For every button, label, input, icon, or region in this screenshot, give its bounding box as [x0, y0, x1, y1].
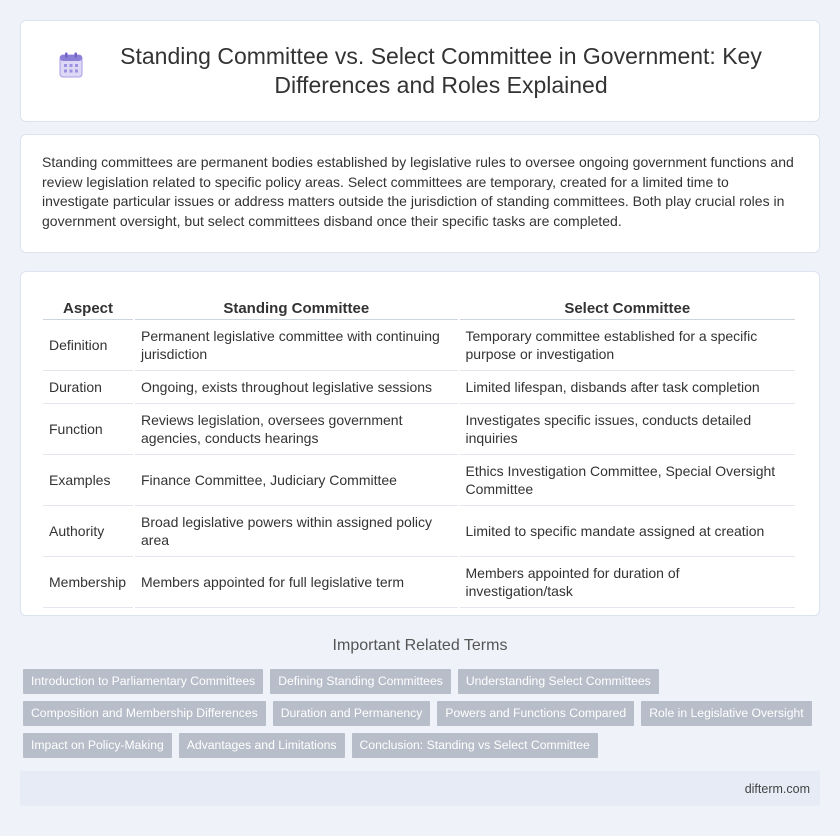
select-cell: Temporary committee established for a specific purpose or investigation: [460, 320, 796, 371]
standing-cell: Members appointed for full legislative term: [135, 557, 458, 608]
related-term-tag[interactable]: Conclusion: Standing vs Select Committee: [352, 733, 598, 758]
select-cell: Investigates specific issues, conducts detailed inquiries: [460, 404, 796, 455]
related-term-tag[interactable]: Powers and Functions Compared: [437, 701, 634, 726]
standing-cell: Broad legislative powers within assigned policy area: [135, 506, 458, 557]
select-cell: Limited lifespan, disbands after task completion: [460, 371, 796, 404]
related-terms-title: Important Related Terms: [332, 637, 508, 654]
row-aspect: Authority: [43, 506, 133, 557]
select-cell: Limited to specific mandate assigned at creation: [460, 506, 796, 557]
row-aspect: Definition: [43, 320, 133, 371]
column-header-standing: Standing Committee: [135, 294, 458, 320]
calendar-icon: [59, 52, 83, 78]
intro-paragraph: Standing committees are permanent bodies established by legislative rules to oversee ongoing government functions and review legislation related to specific policy areas. Select committees are temporary, created for a limited time to investigate particular issues or address matters outside the jurisdiction of standing committees. Both play crucial roles in government oversight, but select committees disband once their specific tasks are completed.: [42, 154, 794, 229]
standing-cell: Reviews legislation, oversees government agencies, conducts hearings: [135, 404, 458, 455]
select-cell: Members appointed for duration of investigation/task: [460, 557, 796, 608]
footer-bar: [20, 771, 820, 806]
title-card: [20, 20, 820, 122]
table-row: [43, 404, 795, 455]
standing-cell: Permanent legislative committee with continuing jurisdiction: [135, 320, 458, 371]
table-row: [43, 371, 795, 404]
row-aspect: Examples: [43, 455, 133, 506]
select-cell: Ethics Investigation Committee, Special Oversight Committee: [460, 455, 796, 506]
standing-cell: Finance Committee, Judiciary Committee: [135, 455, 458, 506]
related-term-tag[interactable]: Role in Legislative Oversight: [641, 701, 811, 726]
standing-cell: Ongoing, exists throughout legislative sessions: [135, 371, 458, 404]
column-header-select: Select Committee: [460, 294, 796, 320]
comparison-card: [20, 271, 820, 616]
intro-card: [20, 134, 820, 253]
related-term-tag[interactable]: Duration and Permanency: [273, 701, 431, 726]
related-term-tag[interactable]: Impact on Policy-Making: [23, 733, 172, 758]
table-row: [43, 506, 795, 557]
related-term-tag[interactable]: Introduction to Parliamentary Committees: [23, 669, 263, 694]
table-header-row: [43, 294, 795, 320]
table-row: [43, 320, 795, 371]
page-title: Standing Committee vs. Select Committee in Government: Key Differences and Roles Explained: [120, 43, 762, 98]
related-term-tag[interactable]: Advantages and Limitations: [179, 733, 345, 758]
related-term-tag[interactable]: Composition and Membership Differences: [23, 701, 266, 726]
site-link[interactable]: difterm.com: [744, 782, 810, 796]
row-aspect: Duration: [43, 371, 133, 404]
table-row: [43, 557, 795, 608]
related-term-tag[interactable]: Defining Standing Committees: [270, 669, 451, 694]
row-aspect: Membership: [43, 557, 133, 608]
column-header-aspect: Aspect: [43, 294, 133, 320]
comparison-table: [41, 294, 797, 608]
row-aspect: Function: [43, 404, 133, 455]
related-tags-row: [23, 701, 812, 726]
related-tags-row: [23, 669, 659, 694]
related-term-tag[interactable]: Understanding Select Committees: [458, 669, 659, 694]
related-tags-row: [23, 733, 598, 758]
table-row: [43, 455, 795, 506]
